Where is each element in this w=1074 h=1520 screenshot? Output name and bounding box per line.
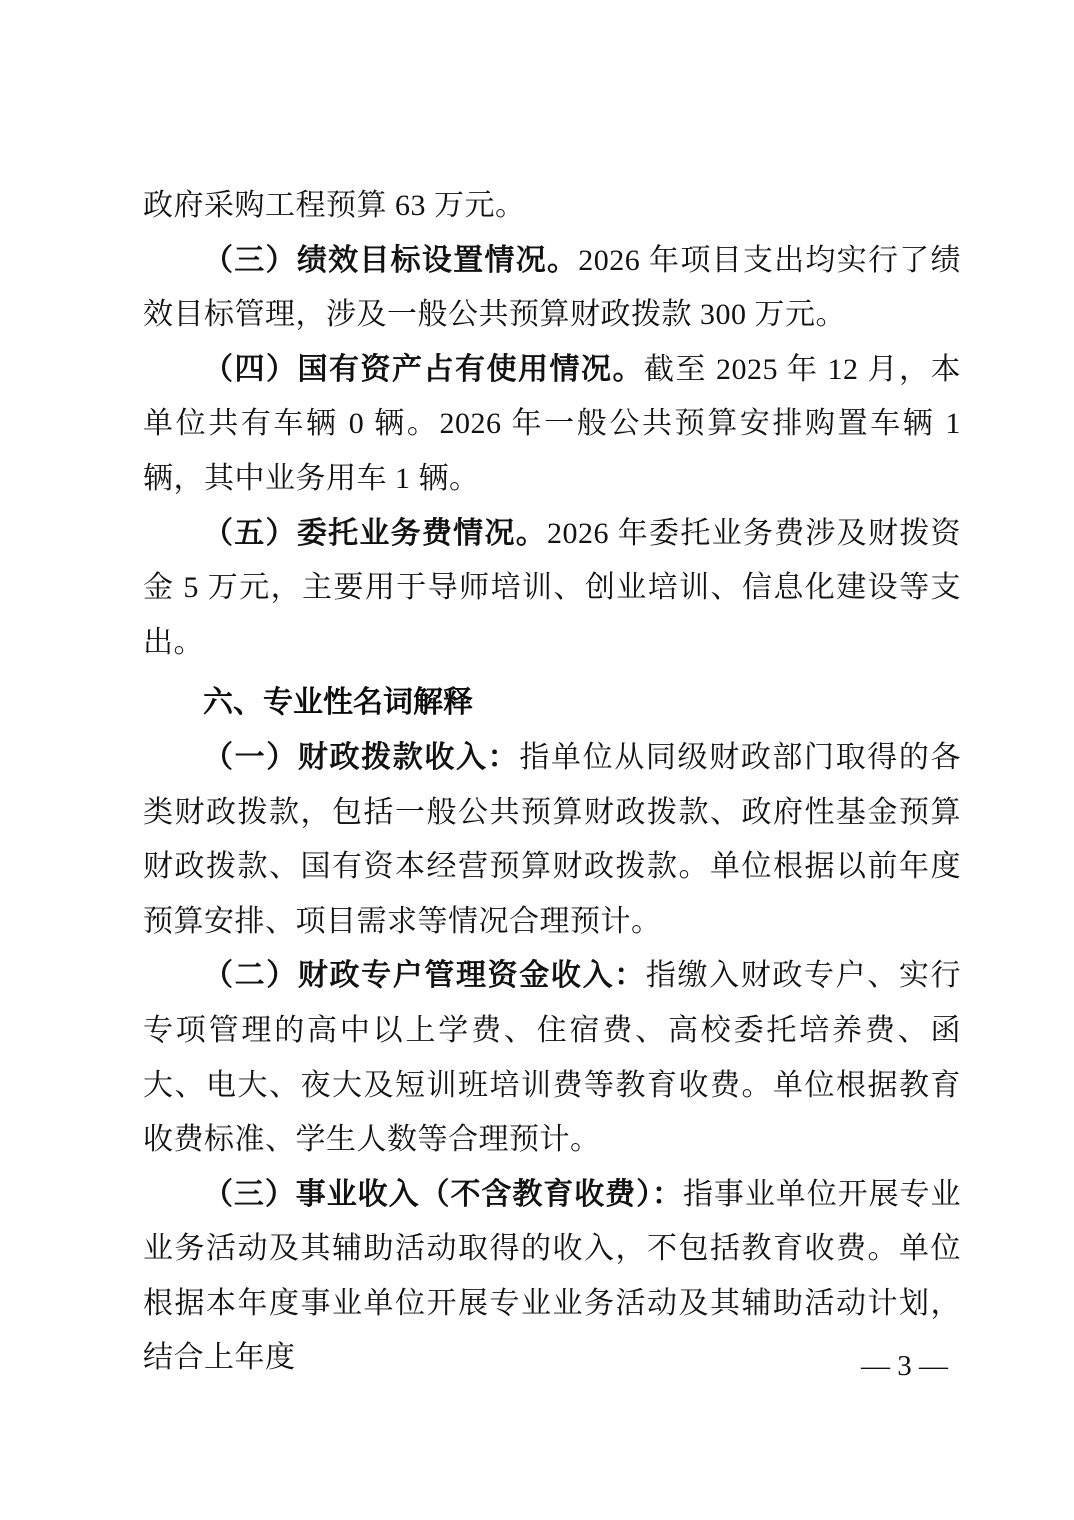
paragraph-lead: （五）委托业务费情况。 [203,516,547,550]
paragraph-text: 2026 年委托业务费涉及财拨资金 5 万元，主要用于导师培训、创业培训、信息化建设等支出。 [143,516,961,659]
page-number: — 3 — [861,1350,948,1382]
paragraph-term-special-account-income [143,949,961,1167]
paragraph-text: 政府采购工程预算 63 万元。 [143,189,526,222]
paragraph-text: 截至 2025 年 12 月，本单位共有车辆 0 辆。2026 年一般公共预算安排购置车辆 1 辆，其中业务用车 1 辆。 [143,352,961,495]
paragraph-term-operational-income [143,1168,961,1386]
paragraph-text: 指事业单位开展专业业务活动及其辅助活动取得的收入，不包括教育收费。单位根据本年度事业单位开展专业业务活动及其辅助活动计划，结合上年度 [143,1177,961,1375]
paragraph-lead: （二）财政专户管理资金收入： [203,959,646,993]
section-heading-terms: 六、专业性名词解释 [203,686,473,720]
paragraph-continuation [143,179,961,234]
paragraph-state-assets [143,343,961,507]
paragraph-text: 指缴入财政专户、实行专项管理的高中以上学费、住宿费、高校委托培养费、函大、电大、夜大及短训班培训费等教育收费。单位根据教育收费标准、学生人数等合理预计。 [143,959,962,1157]
paragraph-lead: （三）绩效目标设置情况。 [203,243,579,277]
paragraph-term-fiscal-appropriation [143,731,961,949]
paragraph-text: 2026 年项目支出均实行了绩效目标管理，涉及一般公共预算财政拨款 300 万元。 [143,243,962,332]
paragraph-lead: （四）国有资产占有使用情况。 [203,352,644,386]
paragraph-entrusted-services [143,507,961,671]
page-footer [861,1349,948,1383]
paragraph-lead: （三）事业收入（不含教育收费）： [203,1177,683,1211]
paragraph-performance-targets [143,234,961,343]
paragraph-text: 指单位从同级财政部门取得的各类财政拨款，包括一般公共预算财政拨款、政府性基金预算财政拨款、国有资本经营预算财政拨款。单位根据以前年度预算安排、项目需求等情况合理预计。 [143,740,962,938]
page-content [143,179,961,1386]
paragraph-lead: （一）财政拨款收入： [203,740,520,774]
